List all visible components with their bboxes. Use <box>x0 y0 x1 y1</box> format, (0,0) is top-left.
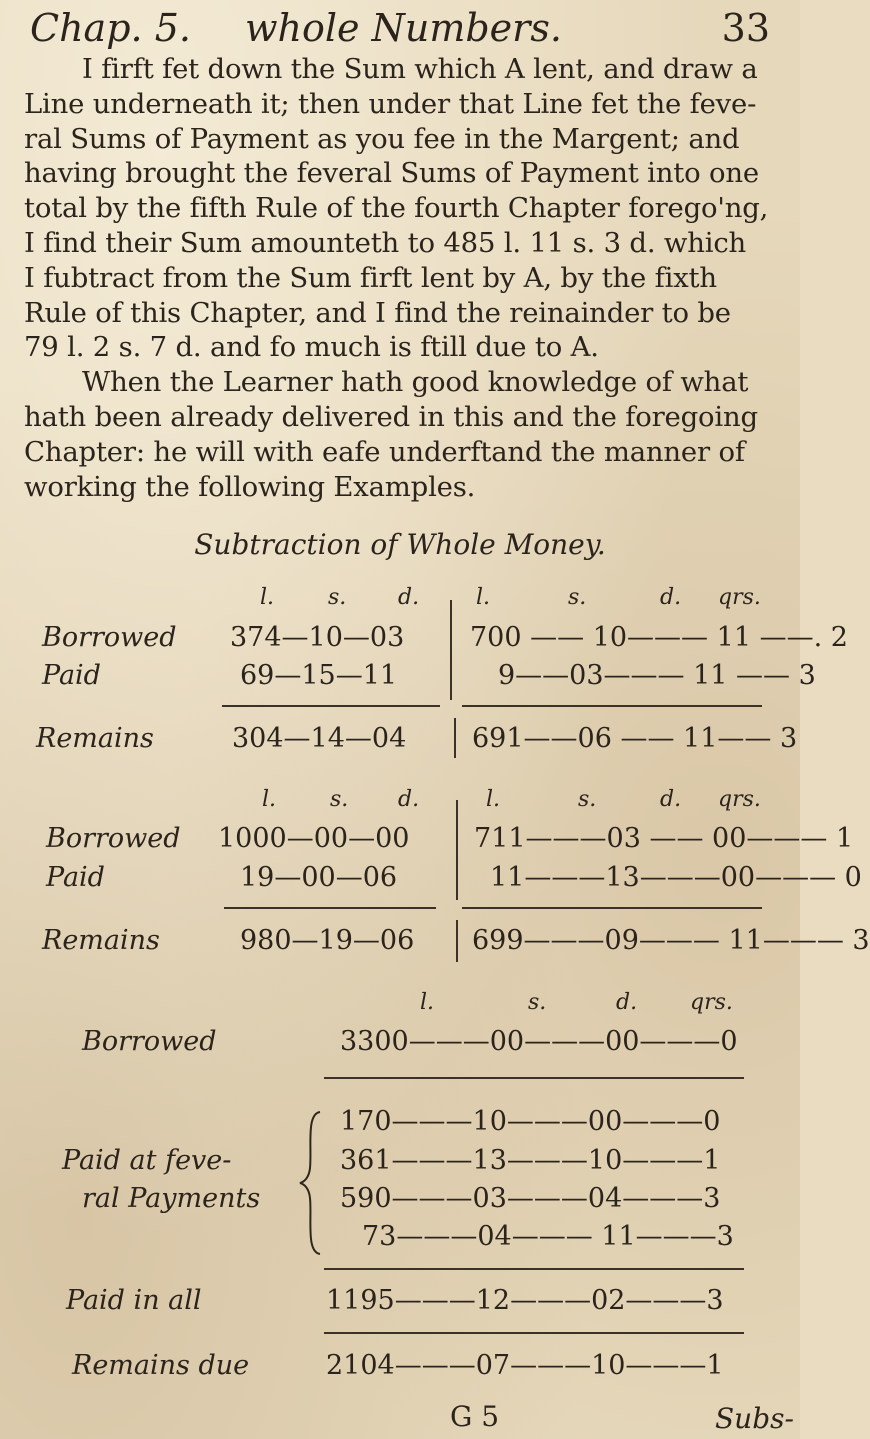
text-line: I fubtract from the Sum firft lent by A, by the fixth <box>24 261 717 294</box>
brace-icon <box>298 1108 324 1258</box>
row-label: Remains <box>42 925 160 956</box>
unit-label: d. <box>660 585 682 610</box>
sum-rule <box>224 907 436 909</box>
payment-row <box>0 1106 800 1146</box>
column-divider <box>454 718 456 758</box>
row-label: Borrowed <box>46 823 181 854</box>
unit-label: s. <box>528 990 547 1015</box>
section-title: Subtraction of Whole Money. <box>194 528 606 561</box>
ledger-row <box>0 723 800 763</box>
amount-left: 19—00—06 <box>240 862 398 893</box>
signature-mark: G 5 <box>450 1400 500 1433</box>
sum-rule <box>324 1268 744 1270</box>
intro-text <box>24 52 776 504</box>
ledger-row <box>0 1350 800 1390</box>
unit-label: l. <box>486 787 501 812</box>
amount: 73———04——— 11———3 <box>362 1221 734 1252</box>
row-label: Remains due <box>72 1350 250 1381</box>
text-line: Line underneath it; then under that Line fet the feve- <box>24 87 757 120</box>
text-line: When the Learner hath good knowledge of what <box>82 366 749 399</box>
ledger-row <box>0 622 848 662</box>
catchword: Subs- <box>715 1402 794 1435</box>
amount-right: 11———13———00——— 0 <box>490 862 862 893</box>
amount: 2104———07———10———1 <box>326 1350 724 1381</box>
unit-label: d. <box>398 787 420 812</box>
amount: 1195———12———02———3 <box>326 1285 724 1316</box>
amount-left: 1000—00—00 <box>218 823 410 854</box>
unit-label: l. <box>262 787 277 812</box>
unit-label: l. <box>260 585 275 610</box>
units-row <box>0 787 800 827</box>
sum-rule <box>324 1332 744 1334</box>
sum-rule <box>222 705 440 707</box>
row-label: Paid at feve- <box>62 1145 232 1176</box>
page-number: 33 <box>721 6 770 50</box>
text-line: I firft fet down the Sum which A lent, and draw a <box>82 53 758 85</box>
row-label: Borrowed <box>82 1026 217 1057</box>
text-line: having brought the feveral Sums of Payment into one <box>24 157 759 190</box>
unit-label: qrs. <box>718 585 761 610</box>
text-line: total by the fifth Rule of the fourth Chapter forego'ng, <box>24 192 769 225</box>
amount-left: 69—15—11 <box>240 660 398 691</box>
row-label: Paid in all <box>66 1285 202 1316</box>
row-label: Paid <box>46 862 105 893</box>
amount: 170———10———00———0 <box>340 1106 721 1137</box>
amount-left: 980—19—06 <box>240 925 415 956</box>
ledger-row <box>0 1026 800 1066</box>
text-line: Chapter: he will with eafe underftand the manner of <box>24 435 745 468</box>
amount: 590———03———04———3 <box>340 1183 721 1214</box>
column-divider <box>456 920 458 962</box>
text-line: hath been already delivered in this and the foregoing <box>24 400 758 433</box>
unit-label: s. <box>328 585 347 610</box>
unit-label: d. <box>660 787 682 812</box>
unit-label: l. <box>420 990 435 1015</box>
sum-rule <box>462 705 762 707</box>
chapter-label: Chap. 5. <box>30 6 191 50</box>
sum-rule <box>462 907 762 909</box>
unit-label: l. <box>476 585 491 610</box>
text-line: 79 l. 2 s. 7 d. and fo much is ftill due to A. <box>24 331 599 364</box>
ledger-row <box>0 823 854 863</box>
ledger-row <box>0 925 870 965</box>
row-label: Borrowed <box>42 622 177 653</box>
amount-left: 304—14—04 <box>232 723 407 754</box>
column-divider <box>450 600 452 700</box>
sum-rule <box>324 1077 744 1079</box>
unit-label: d. <box>398 585 420 610</box>
unit-label: s. <box>330 787 349 812</box>
payment-row <box>0 1145 800 1185</box>
row-label: ral Payments <box>82 1183 261 1214</box>
amount-right: 9——03——— 11 —— 3 <box>498 660 816 691</box>
amount-left: 374—10—03 <box>230 622 405 653</box>
amount-right: 699———09——— 11——— 3 <box>472 925 870 956</box>
amount: 361———13———10———1 <box>340 1145 721 1176</box>
running-header <box>30 6 770 58</box>
unit-label: d. <box>616 990 638 1015</box>
row-label: Remains <box>36 723 154 754</box>
text-line: working the following Examples. <box>24 470 476 503</box>
amount: 3300———00———00———0 <box>340 1026 738 1057</box>
unit-label: s. <box>578 787 597 812</box>
page-footer <box>0 1398 800 1438</box>
column-divider <box>456 800 458 900</box>
unit-label: qrs. <box>718 787 761 812</box>
amount-right: 700 —— 10——— 11 ——. 2 <box>470 622 848 653</box>
unit-label: s. <box>568 585 587 610</box>
amount-right: 691——06 —— 11—— 3 <box>472 723 798 754</box>
ledger-row <box>0 862 862 902</box>
text-line: I find their Sum amounteth to 485 l. 11 s. 3 d. which <box>24 226 747 259</box>
units-row <box>0 585 800 625</box>
payment-row <box>0 1183 800 1223</box>
unit-label: qrs. <box>690 990 733 1015</box>
text-line: Rule of this Chapter, and I find the reinainder to be <box>24 296 731 329</box>
text-line: ral Sums of Payment as you fee in the Margent; and <box>24 122 740 155</box>
amount-right: 711———03 —— 00——— 1 <box>474 823 854 854</box>
ledger-row <box>0 660 816 700</box>
row-label: Paid <box>42 660 101 691</box>
ledger-row <box>0 1285 800 1325</box>
payment-row <box>0 1221 800 1261</box>
running-title: whole Numbers. <box>245 6 562 50</box>
units-row <box>0 990 800 1030</box>
